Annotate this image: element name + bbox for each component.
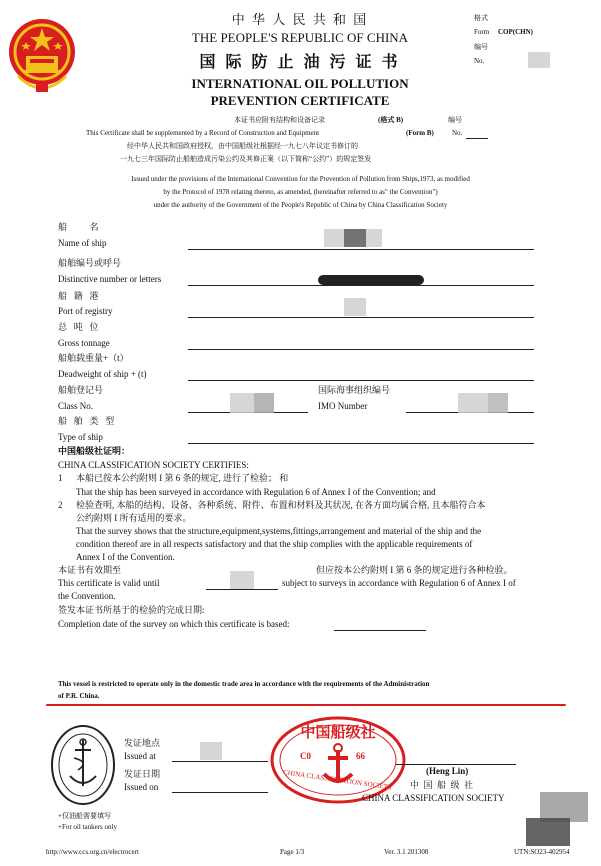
issued-on-line <box>172 792 268 793</box>
item2-en-line1: That the survey shows that the structure,equipment,systems,fittings,arrangement and material of the ship and the <box>76 526 482 536</box>
port-en: Port of registry <box>58 306 113 316</box>
item2-en-line3: Annex I of the Convention. <box>76 552 175 562</box>
footer-url[interactable]: http://www.ccs.org.cn/electrocert <box>46 848 139 856</box>
form-b-cn: (格式 B) <box>378 116 404 124</box>
redacted-port <box>344 298 366 316</box>
issued-en-line1: Issued under the provisions of the International Convention for the Prevention of Pollution from Ships,1973, as modified <box>131 175 470 183</box>
valid-convention-en: the Convention. <box>58 591 116 601</box>
signer-name: (Heng Lin) <box>426 766 469 776</box>
form-cn-label: 格式 <box>474 14 488 22</box>
certifies-cn: 中国船级社证明： <box>58 446 131 456</box>
note-en: +For oil tankers only <box>58 823 117 831</box>
certifies-en: CHINA CLASSIFICATION SOCIETY CERTIFIES: <box>58 460 249 470</box>
issued-at-cn: 发证地点 <box>124 738 161 748</box>
issued-at-en: Issued at <box>124 751 156 761</box>
form-label: Form <box>474 28 490 36</box>
item2-cn-line2: 公约附则 I 所有适用的要求。 <box>76 513 192 523</box>
issued-on-cn: 发证日期 <box>124 769 161 779</box>
completion-en: Completion date of the survey on which this certificate is based: <box>58 619 290 629</box>
dwt-line <box>188 380 534 381</box>
class-no-en: Class No. <box>58 401 94 411</box>
issued-at-line <box>172 761 268 762</box>
no-en: No. <box>452 129 463 137</box>
redacted-number <box>528 52 550 68</box>
item1-number: 1 <box>58 473 63 483</box>
gross-en: Gross tonnage <box>58 338 110 348</box>
type-en: Type of ship <box>58 432 103 442</box>
issued-en-line2: by the Protocol of 1978 relating thereto, as amended, (hereinafter referred to as" the Convention") <box>163 188 438 196</box>
number-cn: 编号 <box>448 116 462 124</box>
survey-cn: 但应按本公约附则 I 第 6 条的规定进行各种检验。 <box>316 565 513 575</box>
title-en-line2: PREVENTION CERTIFICATE <box>210 93 390 108</box>
footer-version: Ver. 3.1 201308 <box>384 848 429 856</box>
convention-cn: 一九七三年国际防止船舶造成污染公约及其修正案（以下简称“公约”）的规定签发 <box>120 155 372 163</box>
number-label: No. <box>474 57 485 65</box>
name-of-ship-en: Name of ship <box>58 238 107 248</box>
gross-cn: 总 吨 位 <box>58 322 99 332</box>
supplement-cn: 本证书应附有结构和设备记录 <box>234 116 325 124</box>
red-divider <box>46 704 566 706</box>
redacted-name-2 <box>344 229 366 247</box>
gross-line <box>188 349 534 350</box>
dwt-en: Deadweight of ship + (t) <box>58 369 147 379</box>
port-line <box>188 317 534 318</box>
name-of-ship-line <box>188 249 534 250</box>
society-en: CHINA CLASSIFICATION SOCIETY <box>362 793 505 803</box>
item2-cn-line1: 检验查明, 本船的结构、设备、各种系统、附件、布置和材料及其状况, 在各方面均属合格, 且本船符合本 <box>76 500 486 510</box>
issued-on-en: Issued on <box>124 782 159 792</box>
distinctive-en: Distinctive number or letters <box>58 274 162 284</box>
form-b-en: (Form B) <box>406 129 434 137</box>
distinctive-cn: 船舶编号或呼号 <box>58 258 122 268</box>
country-cn: 中 华 人 民 共 和 国 <box>231 12 369 27</box>
footer-page: Page 1/3 <box>280 848 305 856</box>
item2-number: 2 <box>58 500 63 510</box>
stamp-cn-text: 中国船级社 <box>300 725 376 741</box>
redacted-distinctive <box>318 275 424 285</box>
issued-en-line3: under the authority of the Government of the People's Republic of China by China Classification Society <box>153 201 448 209</box>
restriction-line2: of P.R. China. <box>58 692 100 700</box>
redacted-issued-at <box>200 742 222 760</box>
no-underline <box>466 138 488 139</box>
type-cn: 船 舶 类 型 <box>58 416 115 426</box>
title-en-line1: INTERNATIONAL OIL POLLUTION <box>191 76 409 91</box>
redacted-name-3 <box>366 229 382 247</box>
valid-until-cn: 本证书有效期至 <box>58 565 122 575</box>
redacted-name <box>324 229 344 247</box>
type-line <box>188 443 534 444</box>
authorized-cn: 经中华人民共和国政府授权，由中国船级社根据经一九七八年议定书修订的 <box>127 142 358 150</box>
item1-en: That the ship has been surveyed in accordance with Regulation 6 of Annex I of the Convention; and <box>76 487 436 497</box>
completion-line <box>334 630 426 631</box>
stamp-c0: C0 <box>300 751 311 761</box>
port-cn: 船 籍 港 <box>58 291 99 301</box>
footer-utn: UTN:SO23-402954 <box>514 848 570 856</box>
item1-cn: 本船已按本公约附则 I 第 6 条的规定, 进行了检验； 和 <box>76 473 289 483</box>
ccs-logo-icon <box>50 724 116 806</box>
national-emblem-icon <box>8 14 76 100</box>
redacted-imo <box>458 393 488 413</box>
valid-until-line <box>206 589 278 590</box>
stamp-66: 66 <box>356 751 365 761</box>
imo-en: IMO Number <box>318 401 368 411</box>
redacted-valid-until <box>230 571 254 589</box>
stamp-en-text: CHINA CLASSIFICATION SOCIETY <box>282 768 394 792</box>
imo-cn: 国际海事组织编号 <box>318 385 391 395</box>
restriction-line1: This vessel is restricted to operate only in the domestic trade area in accordance with the requirements of the Administration <box>58 680 430 688</box>
item2-en-line2: condition thereof are in all respects satisfactory and that the ship complies with the applicable requirements of <box>76 539 473 549</box>
country-en: THE PEOPLE'S REPUBLIC OF CHINA <box>191 30 409 45</box>
valid-subject-en: subject to surveys in accordance with Regulation 6 of Annex I of <box>282 578 516 588</box>
signature-line <box>396 764 516 765</box>
title-cn: 国 际 防 止 油 污 证 书 <box>199 54 401 71</box>
note-cn: +仅油船需要填写 <box>58 812 111 820</box>
society-cn: 中 国 船 级 社 <box>410 780 474 790</box>
redacted-qr <box>526 818 570 846</box>
number-cn-label: 编号 <box>474 43 488 51</box>
redacted-imo-2 <box>488 393 508 413</box>
distinctive-line <box>188 285 534 286</box>
dwt-cn: 船舶载重量+（t） <box>58 353 129 363</box>
supplement-en: This Certificate shall be supplemented by a Record of Construction and Equipment <box>86 129 320 137</box>
redacted-class-no <box>230 393 254 413</box>
completion-cn: 签发本证书所基于的检验的完成日期: <box>58 605 205 615</box>
redacted-class-no-2 <box>254 393 274 413</box>
form-value: COP(CHN) <box>498 28 533 36</box>
valid-until-en: This certificate is valid until <box>58 578 160 588</box>
class-no-cn: 船舶登记号 <box>58 385 104 395</box>
name-of-ship-cn: 船 名 <box>58 222 99 232</box>
